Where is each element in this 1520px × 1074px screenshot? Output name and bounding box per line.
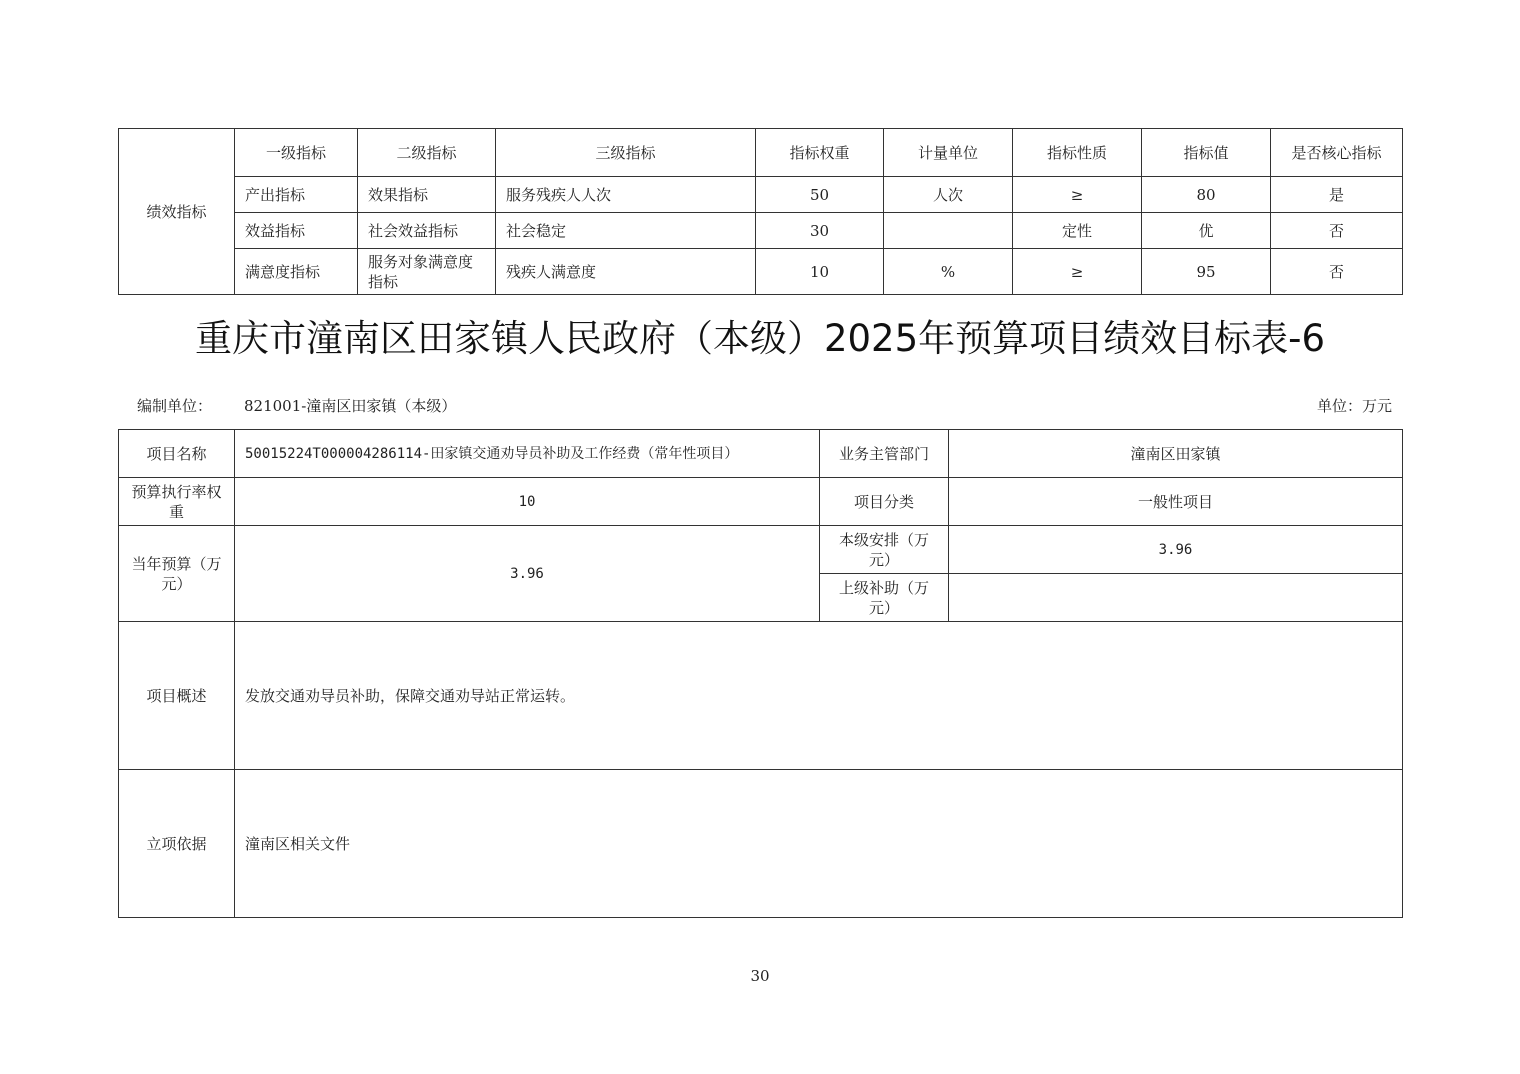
category-value: 一般性项目 [949, 478, 1403, 526]
table-cell: 定性 [1013, 213, 1142, 249]
table-cell [884, 213, 1013, 249]
table-cell: 95 [1142, 249, 1271, 295]
overview-value: 发放交通劝导员补助，保障交通劝导站正常运转。 [235, 622, 1403, 770]
table-cell: 80 [1142, 177, 1271, 213]
table-row [119, 478, 1403, 526]
table-cell: 社会效益指标 [358, 213, 496, 249]
table-row [119, 430, 1403, 478]
table-row [119, 526, 1403, 574]
local-label: 本级安排（万元） [820, 526, 949, 574]
project-name-value: 50015224T000004286114-田家镇交通劝导员补助及工作经费（常年性项目） [235, 430, 820, 478]
table-cell: 残疾人满意度 [496, 249, 756, 295]
table-cell: 服务对象满意度指标 [358, 249, 496, 295]
perf-header-cell: 指标权重 [756, 129, 884, 177]
table-row [119, 770, 1403, 918]
budget-value: 3.96 [235, 526, 820, 622]
table-row [119, 249, 1403, 295]
table-cell: 10 [756, 249, 884, 295]
project-info-table [118, 429, 1403, 918]
basis-value: 潼南区相关文件 [235, 770, 1403, 918]
perf-header-cell: 三级指标 [496, 129, 756, 177]
table-cell: 社会稳定 [496, 213, 756, 249]
upper-value [949, 574, 1403, 622]
perf-header-cell: 指标值 [1142, 129, 1271, 177]
table-cell: 是 [1271, 177, 1403, 213]
table-cell: 50 [756, 177, 884, 213]
exec-weight-value: 10 [235, 478, 820, 526]
table-cell: 服务残疾人人次 [496, 177, 756, 213]
performance-indicator-table [118, 128, 1403, 295]
overview-label: 项目概述 [119, 622, 235, 770]
table-cell: ≥ [1013, 177, 1142, 213]
perf-header-cell: 指标性质 [1013, 129, 1142, 177]
perf-header-cell: 计量单位 [884, 129, 1013, 177]
upper-label: 上级补助（万元） [820, 574, 949, 622]
perf-header-cell: 是否核心指标 [1271, 129, 1403, 177]
exec-weight-label: 预算执行率权重 [119, 478, 235, 526]
table-cell: % [884, 249, 1013, 295]
table-cell: 否 [1271, 213, 1403, 249]
compiler-value: 821001-潼南区田家镇（本级） [244, 397, 457, 415]
table-cell: 效益指标 [235, 213, 358, 249]
table-cell: ≥ [1013, 249, 1142, 295]
table-cell: 满意度指标 [235, 249, 358, 295]
perf-header-row [119, 129, 1403, 177]
page-number: 30 [750, 967, 770, 985]
perf-header-cell: 二级指标 [358, 129, 496, 177]
table-row [119, 622, 1403, 770]
budget-label: 当年预算（万元） [119, 526, 235, 622]
table-cell: 30 [756, 213, 884, 249]
unit-label: 单位：万元 [1316, 397, 1392, 415]
table-cell: 产出指标 [235, 177, 358, 213]
perf-header-cell: 一级指标 [235, 129, 358, 177]
local-value: 3.96 [949, 526, 1403, 574]
category-label: 项目分类 [820, 478, 949, 526]
table-cell: 效果指标 [358, 177, 496, 213]
table-cell: 否 [1271, 249, 1403, 295]
table-row [119, 177, 1403, 213]
perf-row-label: 绩效指标 [119, 129, 235, 295]
table-cell: 优 [1142, 213, 1271, 249]
compiler-label: 编制单位： [137, 397, 213, 415]
page-title: 重庆市潼南区田家镇人民政府（本级）2025年预算项目绩效目标表-6 [194, 317, 1326, 360]
project-name-label: 项目名称 [119, 430, 235, 478]
dept-value: 潼南区田家镇 [949, 430, 1403, 478]
basis-label: 立项依据 [119, 770, 235, 918]
dept-label: 业务主管部门 [820, 430, 949, 478]
table-cell: 人次 [884, 177, 1013, 213]
table-row [119, 213, 1403, 249]
